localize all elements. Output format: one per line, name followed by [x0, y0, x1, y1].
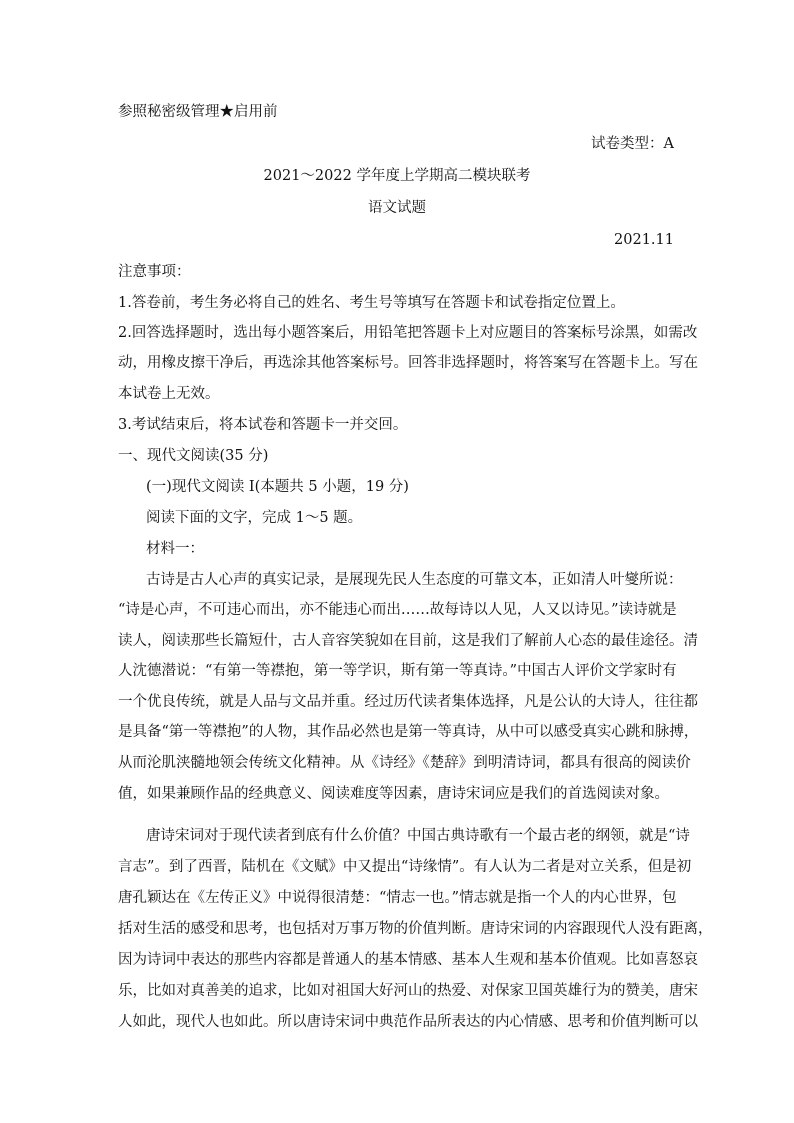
paragraph-1-line: 一个优良传统，就是人品与文品并重。经过历代读者集体选择，凡是公认的大诗人，往往都: [118, 694, 698, 710]
paragraph-2-line: 言志”。到了西晋，陆机在《文赋》中又提出“诗缘情”。有人认为二者是对立关系，但是初: [118, 859, 692, 875]
sub-section-heading: (一)现代文阅读 I(本题共 5 小题，19 分): [146, 479, 409, 495]
notice-item-2-line-1: 2.回答选择题时，选出每小题答案后，用铅笔把答题卡上对应题目的答案标号涂黑，如需改: [118, 325, 698, 341]
material-label: 材料一：: [146, 541, 204, 557]
paragraph-2-line: 乐，比如对真善美的追求，比如对祖国大好河山的热爱、对保家卫国英雄行为的赞美，唐宋: [118, 983, 698, 999]
exam-date: 2021.11: [614, 232, 674, 248]
notice-item-2-line-2: 动，用橡皮擦干净后，再选涂其他答案标号。回答非选择题时，将答案写在答题卡上。写在: [118, 355, 698, 371]
paragraph-1-line: 从而沦肌浃髓地领会传统文化精神。从《诗经》《楚辞》到明清诗词，都具有很高的阅读价: [118, 755, 691, 771]
paragraph-2-line: 人如此，现代人也如此。所以唐诗宋词中典范作品所表达的内心情感、思考和价值判断可以: [118, 1014, 698, 1030]
section-heading: 一、现代文阅读(35 分): [118, 448, 269, 464]
notice-item-2-line-3: 本试卷上无效。: [118, 386, 220, 402]
paper-type-label: 试卷类型：A: [591, 136, 674, 152]
paragraph-1-line: 读人，阅读那些长篇短什，古人音容笑貌如在目前，这是我们了解前人心态的最佳途径。清: [118, 633, 698, 649]
paragraph-2-line: 括对生活的感受和思考，也包括对万事万物的价值判断。唐诗宋词的内容跟现代人没有距离，: [118, 921, 713, 937]
paragraph-1-line: 古诗是古人心声的真实记录，是展现先民人生态度的可靠文本，正如清人叶燮所说：: [146, 572, 683, 588]
notice-item-1: 1.答卷前，考生务必将自己的姓名、考生号等填写在答题卡和试卷指定位置上。: [118, 295, 625, 311]
notice-heading: 注意事项：: [118, 264, 191, 280]
secrecy-label: 参照秘密级管理★启用前: [118, 104, 278, 120]
paragraph-1-line: 是具备“第一等襟抱”的人物，其作品必然也是第一等真诗，从中可以感受真实心跳和脉搏，: [118, 724, 699, 740]
subject-title: 语文试题: [368, 200, 426, 216]
paragraph-1-line: “诗是心声，不可违心而出，亦不能违心而出……故每诗以人见，人又以诗见。”读诗就是: [118, 602, 677, 618]
paragraph-2-line: 唐孔颖达在《左传正义》中说得很清楚：“情志一也。”情志就是指一个人的内心世界，包: [118, 890, 677, 906]
notice-item-3: 3.考试结束后，将本试卷和答题卡一并交回。: [118, 417, 408, 433]
paragraph-2-line: 因为诗词中表达的那些内容都是普通人的基本情感、基本人生观和基本价值观。比如喜怒哀: [118, 952, 698, 968]
exam-title: 2021～2022 学年度上学期高二模块联考: [263, 168, 531, 184]
paragraph-1-line: 值，如果兼顾作品的经典意义、阅读难度等因素，唐诗宋词应是我们的首选阅读对象。: [118, 786, 669, 802]
paragraph-2-line: 唐诗宋词对于现代读者到底有什么价值？中国古典诗歌有一个最古老的纲领，就是“诗: [146, 828, 690, 844]
reading-instruction: 阅读下面的文字，完成 1～5 题。: [146, 510, 363, 526]
paragraph-1-line: 人沈德潜说：“有第一等襟抱，第一等学识，斯有第一等真诗。”中国古人评价文学家时有: [118, 663, 677, 679]
